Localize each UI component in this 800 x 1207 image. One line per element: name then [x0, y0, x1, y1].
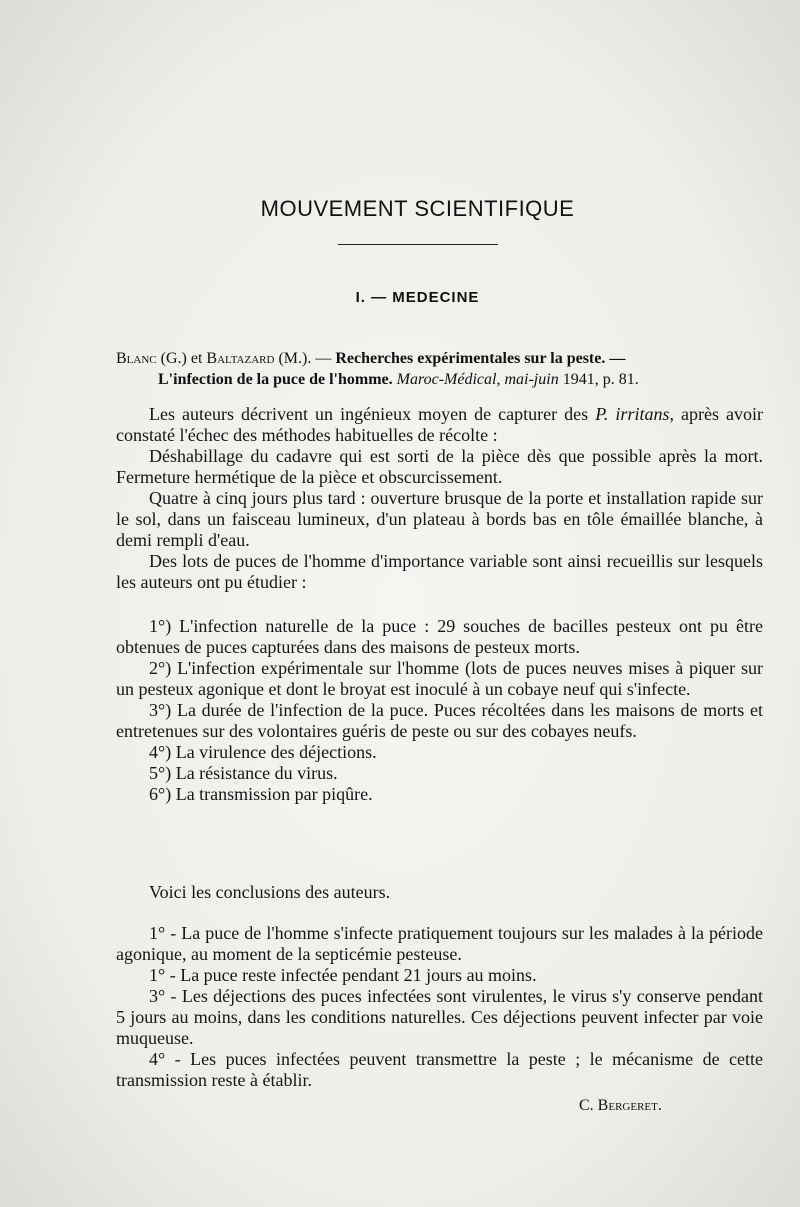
author-1-name: Blanc: [116, 350, 157, 367]
conclusions-intro: Voici les conclusions des auteurs.: [149, 882, 391, 902]
paragraph: Quatre à cinq jours plus tard : ouverture brusque de la porte et installation rapide sur le sol, dans un faisceau lumineux, d'un plateau à bords bas en tôle émaillée blanche, à demi rempli d'eau.: [116, 488, 763, 550]
page-title: MOUVEMENT SCIENTIFIQUE: [260, 196, 575, 221]
list-item: 1° - La puce reste infectée pendant 21 jours au moins.: [149, 965, 537, 985]
studies-list: [116, 616, 763, 805]
author-2-initial: (M.). —: [274, 350, 336, 367]
paragraph: Des lots de puces de l'homme d'importance variable sont ainsi recueillis sur lesquels les auteurs ont pu étudier :: [116, 551, 763, 592]
author-2-name: Baltazard: [206, 350, 275, 367]
list-item: 1°) L'infection naturelle de la puce : 29 souches de bacilles pesteux ont pu être obtenues de puces capturées dans des maisons de pesteux morts.: [116, 616, 763, 657]
section-heading: I. — MEDECINE: [355, 289, 480, 306]
list-item: 5°) La résistance du virus.: [149, 763, 338, 783]
species-name: P. irritans: [595, 404, 670, 424]
list-item: 1° - La puce de l'homme s'infecte pratiquement toujours sur les malades à la période agonique, au moment de la septicémie pesteuse.: [116, 923, 763, 964]
list-item: 6°) La transmission par piqûre.: [149, 784, 373, 804]
list-item: 4°) La virulence des déjections.: [149, 742, 377, 762]
list-item: 3° - Les déjections des puces infectées sont virulentes, le virus s'y conserve pendant 5 jours au moins, dans les conditions naturelles. Ces déjections peuvent infecter par voie muqueuse.: [116, 986, 763, 1048]
article-title-part-1: Recherches expérimentales sur la peste. —: [335, 350, 626, 367]
paragraph: Déshabillage du cadavre qui est sorti de la pièce dès que possible après la mort. Fermeture hermétique de la pièce et obscurcissement.: [116, 446, 763, 487]
article-title-part-2: L'infection de la puce de l'homme.: [158, 371, 393, 388]
paragraph-text: Les auteurs décrivent un ingénieux moyen de capturer des: [149, 404, 596, 424]
year-page: 1941, p. 81.: [558, 371, 639, 388]
list-item: 4° - Les puces infectées peuvent transmettre la peste ; le mécanisme de cette transmission reste à établir.: [116, 1049, 763, 1090]
paragraph-text: , après avoir constaté l'échec des méthodes habituelles de récolte :: [116, 404, 763, 445]
author-1-initial: (G.) et: [156, 350, 207, 367]
conclusions-list: [116, 923, 763, 1091]
paragraph: [116, 404, 763, 446]
list-item: 3°) La durée de l'infection de la puce. Puces récoltées dans les maisons de morts et entretenues sur des volontaires guéris de peste ou sur des cobayes neufs.: [116, 700, 763, 741]
conclusions-intro-block: [116, 882, 763, 903]
summary-block: [116, 404, 763, 593]
reference-line-2: [116, 370, 738, 390]
reference-line-1: [116, 349, 736, 369]
title-divider: [338, 244, 498, 245]
list-item: 2°) L'infection expérimentale sur l'homme (lots de puces neuves mises à piquer sur un pesteux agonique et dont le broyat est inoculé à un cobaye neuf qui s'infecte.: [116, 658, 763, 699]
signature: C. Bergeret.: [579, 1097, 662, 1114]
journal-name: Maroc-Médical, mai-juin: [396, 371, 559, 388]
